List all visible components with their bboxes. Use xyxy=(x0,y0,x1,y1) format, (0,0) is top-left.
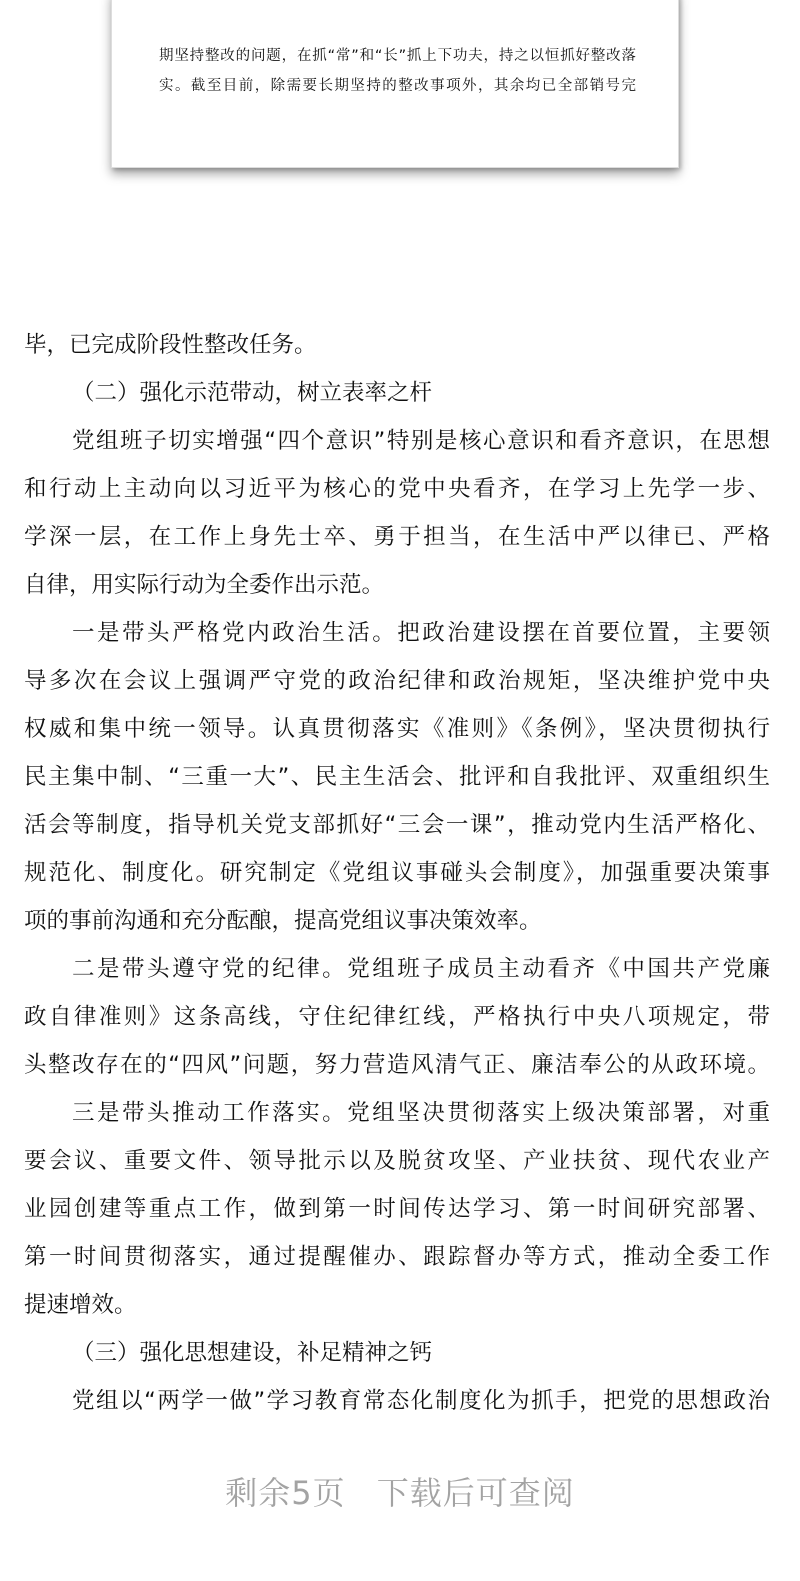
text-line: 和行动上主动向以习近平为核心的党中央看齐，在学习上先学一步、 xyxy=(24,476,770,502)
document-body xyxy=(24,326,770,1430)
remaining-pages-label: 剩余5页 xyxy=(225,1474,346,1512)
preview-page-card xyxy=(111,0,679,168)
card-text-line: 实。截至目前，除需要长期坚持的整改事项外，其余均已全部销号完 xyxy=(159,78,636,94)
text-line: （三）强化思想建设，补足精神之钙 xyxy=(72,1340,433,1366)
text-line: 民主集中制、“三重一大”、民主生活会、批评和自我批评、双重组织生 xyxy=(24,764,770,790)
text-line: 自律，用实际行动为全委作出示范。 xyxy=(24,572,385,598)
text-line: 提速增效。 xyxy=(24,1292,137,1318)
download-prompt[interactable] xyxy=(0,1468,800,1514)
text-line: 党组以“两学一做”学习教育常态化制度化为抓手，把党的思想政治 xyxy=(72,1388,770,1414)
text-line: 业园创建等重点工作，做到第一时间传达学习、第一时间研究部署、 xyxy=(24,1196,770,1222)
text-line: 一是带头严格党内政治生活。把政治建设摆在首要位置，主要领 xyxy=(72,620,770,646)
text-line: （二）强化示范带动，树立表率之杆 xyxy=(72,380,433,406)
text-line: 政自律准则》这条高线，守住纪律红线，严格执行中央八项规定，带 xyxy=(24,1004,770,1030)
text-line: 第一时间贯彻落实，通过提醒催办、跟踪督办等方式，推动全委工作 xyxy=(24,1244,770,1270)
text-line: 活会等制度，指导机关党支部抓好“三会一课”，推动党内生活严格化、 xyxy=(24,812,770,838)
text-line: 毕，已完成阶段性整改任务。 xyxy=(24,332,317,358)
text-line: 三是带头推动工作落实。党组坚决贯彻落实上级决策部署，对重 xyxy=(72,1100,770,1126)
card-text-line: 期坚持整改的问题，在抓“常”和“长”抓上下功夫，持之以恒抓好整改落 xyxy=(159,48,636,64)
text-line: 项的事前沟通和充分酝酿，提高党组议事决策效率。 xyxy=(24,908,542,934)
text-line: 规范化、制度化。研究制定《党组议事碰头会制度》，加强重要决策事 xyxy=(24,860,770,886)
text-line: 党组班子切实增强“四个意识”特别是核心意识和看齐意识，在思想 xyxy=(72,428,770,454)
text-line: 权威和集中统一领导。认真贯彻落实《准则》《条例》，坚决贯彻执行 xyxy=(24,716,770,742)
text-line: 学深一层，在工作上身先士卒、勇于担当，在生活中严以律已、严格 xyxy=(24,524,770,550)
text-line: 头整改存在的“四风”问题，努力营造风清气正、廉洁奉公的从政环境。 xyxy=(24,1052,770,1078)
text-line: 二是带头遵守党的纪律。党组班子成员主动看齐《中国共产党廉 xyxy=(72,956,770,982)
text-line: 要会议、重要文件、领导批示以及脱贫攻坚、产业扶贫、现代农业产 xyxy=(24,1148,770,1174)
text-line: 导多次在会议上强调严守党的政治纪律和政治规矩，坚决维护党中央 xyxy=(24,668,770,694)
download-to-view-label[interactable]: 下载后可查阅 xyxy=(376,1474,575,1512)
